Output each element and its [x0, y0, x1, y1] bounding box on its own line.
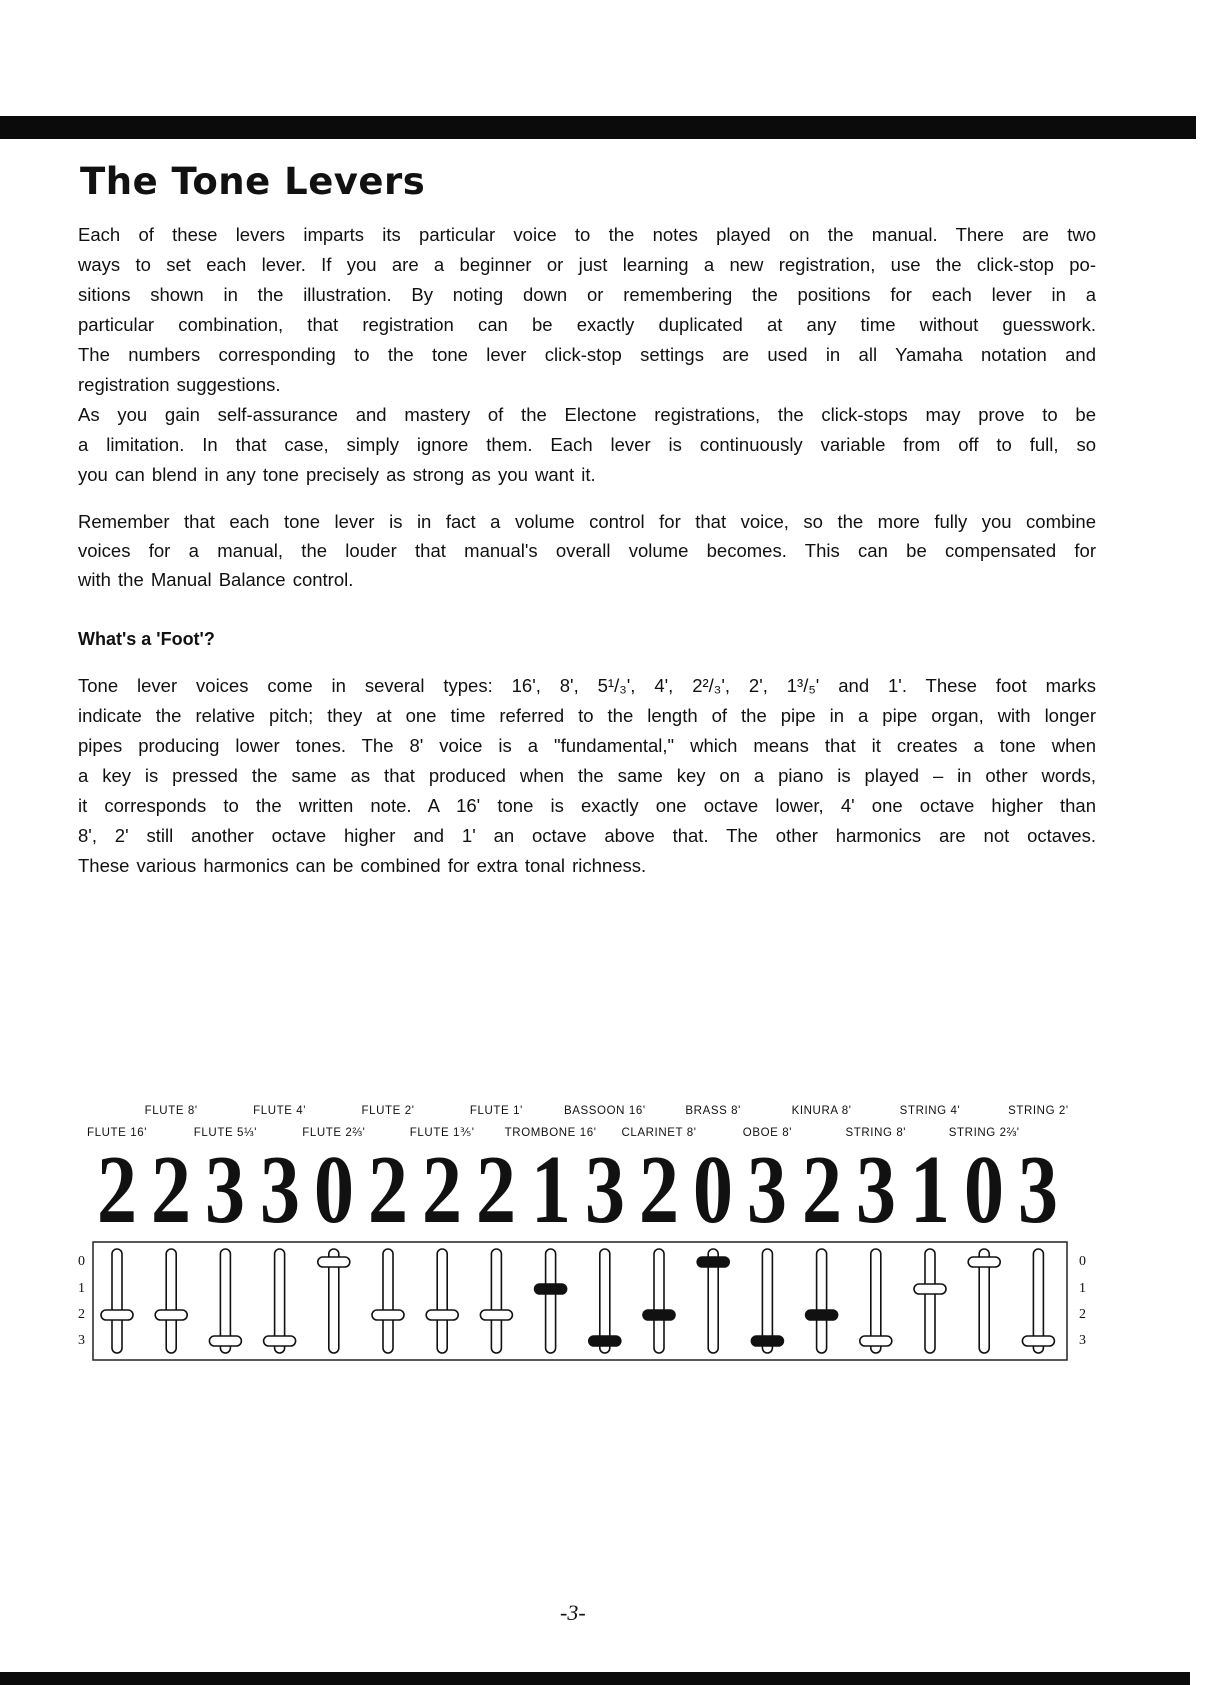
- lever-knob: [264, 1336, 296, 1346]
- lever-knob: [480, 1310, 512, 1320]
- text-line: pipes producing lower tones. The 8' voice is a "fundamental," which means that it creates a tone when: [78, 735, 1096, 756]
- lever-knob: [968, 1257, 1000, 1267]
- lever-slot: [491, 1249, 501, 1353]
- lever-setting-number: 2: [801, 1136, 842, 1244]
- text-line: you can blend in any tone precisely as strong as you want it.: [78, 464, 596, 485]
- lever-knob: [914, 1284, 946, 1294]
- lever-setting-number: 1: [909, 1136, 951, 1244]
- text-line: As you gain self-assurance and mastery of the Electone registrations, the click-stops may prove to be: [78, 404, 1096, 425]
- lever-knob: [751, 1336, 783, 1346]
- lever-label: FLUTE 5⅓': [193, 1127, 257, 1139]
- lever-knob: [318, 1257, 350, 1267]
- lever-knob: [1022, 1336, 1054, 1346]
- lever-label: FLUTE 1⅗': [409, 1127, 475, 1139]
- text-line: a key is pressed the same as that produced when the same key on a piano is played – in other words,: [78, 765, 1096, 786]
- lever-knob: [155, 1310, 187, 1320]
- lever-label: KINURA 8': [791, 1105, 852, 1117]
- text-line: The numbers corresponding to the tone lever click-stop settings are used in all Yamaha notation and: [78, 344, 1096, 365]
- subheading-foot: What's a 'Foot'?: [78, 629, 215, 649]
- lever-setting-number: 2: [151, 1136, 192, 1244]
- lever-slot: [112, 1249, 122, 1353]
- lever-knob: [209, 1336, 241, 1346]
- lever-label: BASSOON 16': [563, 1105, 646, 1117]
- lever-setting-number: 3: [855, 1136, 896, 1244]
- lever-knob: [589, 1336, 621, 1346]
- text-line: particular combination, that registration can be exactly duplicated at any time without guesswork.: [78, 314, 1096, 335]
- text-line: Tone lever voices come in several types: 16', 8', 5¹/₃', 4', 2²/₃', 2', 1³/₅' and 1'. These foot marks: [78, 675, 1096, 696]
- position-scale-left: 1: [78, 1281, 85, 1296]
- lever-slot: [437, 1249, 447, 1353]
- text-line: registration suggestions.: [78, 374, 281, 395]
- lever-setting-number: 2: [367, 1136, 409, 1244]
- bottom-rule: [0, 1672, 1190, 1685]
- lever-knob: [426, 1310, 458, 1320]
- position-scale-right: 2: [1079, 1307, 1086, 1322]
- lever-setting-number: 3: [747, 1136, 788, 1244]
- lever-slot: [817, 1249, 827, 1353]
- position-scale-right: 0: [1079, 1254, 1086, 1269]
- lever-setting-number: 2: [476, 1136, 517, 1244]
- lever-slot: [925, 1249, 935, 1353]
- lever-setting-number: 0: [964, 1136, 1005, 1244]
- text-line: 8', 2' still another octave higher and 1' an octave above that. The other harmonics are not octaves.: [78, 825, 1096, 846]
- lever-setting-number: 0: [313, 1136, 354, 1244]
- lever-setting-number: 0: [693, 1136, 734, 1244]
- text-line: ways to set each lever. If you are a beginner or just learning a new registration, use the click-stop po-: [78, 254, 1096, 275]
- lever-knob: [535, 1284, 567, 1294]
- lever-setting-number: 3: [1018, 1136, 1059, 1244]
- lever-setting-number: 2: [422, 1136, 463, 1244]
- lever-setting-number: 2: [638, 1136, 680, 1244]
- text-line: voices for a manual, the louder that manual's overall volume becomes. This can be compensated for: [78, 540, 1096, 561]
- lever-label: FLUTE 1': [469, 1105, 523, 1117]
- lever-slot: [546, 1249, 556, 1353]
- lever-setting-number: 1: [530, 1136, 571, 1244]
- text-line: it corresponds to the written note. A 16' tone is exactly one octave lower, 4' one octave higher than: [78, 795, 1096, 816]
- text-line: indicate the relative pitch; they at one time referred to the length of the pipe in a pipe organ, with longer: [78, 705, 1096, 726]
- text-line: Remember that each tone lever is in fact a volume control for that voice, so the more fully you combine: [78, 511, 1096, 532]
- page-title: The Tone Levers: [80, 160, 426, 203]
- lever-setting-number: 3: [259, 1136, 300, 1244]
- lever-label: TROMBONE 16': [504, 1127, 597, 1139]
- lever-slot: [166, 1249, 176, 1353]
- lever-setting-number: 3: [584, 1136, 625, 1244]
- text-line: sitions shown in the illustration. By noting down or remembering the positions for each lever in a: [78, 284, 1096, 305]
- lever-label: FLUTE 2⅔': [302, 1127, 366, 1139]
- lever-knob: [372, 1310, 404, 1320]
- lever-knob: [643, 1310, 675, 1320]
- lever-setting-number: 2: [96, 1136, 138, 1244]
- text-line: These various harmonics can be combined for extra tonal richness.: [78, 855, 647, 876]
- page-number: -3-: [560, 1600, 586, 1625]
- lever-label: FLUTE 4': [253, 1105, 307, 1117]
- position-scale-left: 3: [78, 1333, 85, 1348]
- lever-setting-number: 3: [205, 1136, 246, 1244]
- lever-label: STRING 2': [1008, 1105, 1069, 1117]
- lever-label: FLUTE 2': [361, 1105, 415, 1117]
- text-line: Each of these levers imparts its particular voice to the notes played on the manual. There are two: [78, 224, 1096, 245]
- position-scale-right: 3: [1079, 1333, 1086, 1348]
- lever-label: STRING 8': [845, 1127, 907, 1139]
- lever-label: STRING 2⅔': [948, 1127, 1020, 1139]
- lever-label: STRING 4': [899, 1105, 961, 1117]
- lever-label: OBOE 8': [742, 1127, 792, 1139]
- position-scale-left: 2: [78, 1307, 85, 1322]
- lever-knob: [806, 1310, 838, 1320]
- lever-slot: [383, 1249, 393, 1353]
- lever-label: FLUTE 16': [86, 1127, 148, 1139]
- text-line: a limitation. In that case, simply ignore them. Each lever is continuously variable from off to full, so: [78, 434, 1096, 455]
- lever-label: BRASS 8': [685, 1105, 741, 1117]
- lever-knob: [697, 1257, 729, 1267]
- text-line: with the Manual Balance control.: [78, 569, 354, 590]
- position-scale-right: 1: [1079, 1281, 1086, 1296]
- lever-label: FLUTE 8': [144, 1105, 198, 1117]
- lever-knob: [860, 1336, 892, 1346]
- position-scale-left: 0: [78, 1254, 85, 1269]
- lever-label: CLARINET 8': [621, 1127, 697, 1139]
- lever-knob: [101, 1310, 133, 1320]
- lever-slot: [654, 1249, 664, 1353]
